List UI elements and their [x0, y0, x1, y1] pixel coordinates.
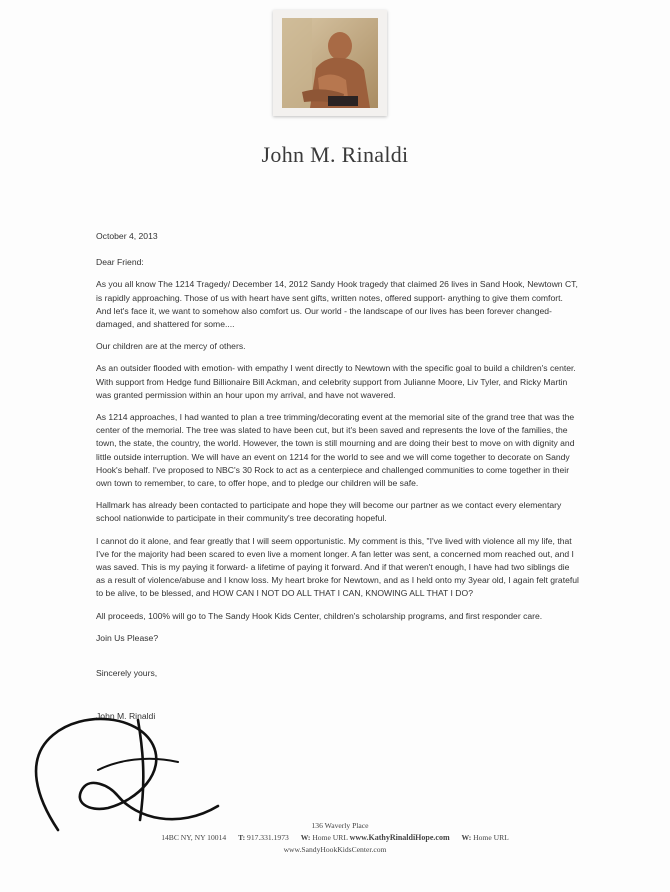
footer-street: 136 Waverly Place: [311, 821, 369, 830]
letter-paragraph: All proceeds, 100% will go to The Sandy Hook Kids Center, children's scholarship programs, and first responder care.: [96, 610, 543, 621]
portrait-photo: [282, 18, 378, 108]
sign-off: Sincerely yours,: [96, 668, 158, 679]
footer-second-site[interactable]: www.SandyHookKidsCenter.com: [283, 845, 387, 854]
letter-paragraph: I cannot do it alone, and fear greatly that I will seem opportunistic. My comment is this, "I've lived with violence all my life, that I've for the majority had been scared to even live a moment longer. A fan letter was sent, a concerned mom reached out, and I was saved. This is my paying it forward- a lifetime of paying it forward. And if that weren't enough, I have had two siblings die as a result of violence/abuse and I know loss. My heart broke for Newtown, and as I held onto my 3year old, I again felt grateful to be alive, to be blessed, and HOW CAN I NOT DO ALL THAT I CAN, KNOWING ALL THAT I DO?: [96, 535, 579, 599]
letter-paragraph: Hallmark has already been contacted to participate and hope they will become our partner as we contact every elementary school nationwide to participate in their community's tree decorating hopeful.: [96, 500, 562, 524]
footer-unit-city: 14BC NY, NY 10014: [161, 833, 227, 842]
footer-contact-row: [0, 832, 670, 844]
letter-paragraph: As you all know The 1214 Tragedy/ December 14, 2012 Sandy Hook tragedy that claimed 26 lives in Sand Hook, Newtown CT, is rapidly approaching. Those of us with heart have sent gifts, written notes, offered support- anything to give them comfort. And let's face it, we want to somehow also comfort us. Our world - the landscape of our lives has been forever changed- damaged, and shattered for some....: [96, 279, 578, 330]
letter-date: October 4, 2013: [96, 231, 158, 241]
footer-home-url-2[interactable]: W: Home URL: [461, 833, 509, 842]
footer-phone: T: 917.331.1973: [238, 833, 289, 842]
letterhead-name: John M. Rinaldi: [261, 142, 409, 167]
letter-body: [96, 230, 580, 745]
handwritten-signature: [28, 700, 228, 840]
letter-paragraph: Our children are at the mercy of others.: [96, 341, 246, 352]
footer-home-url[interactable]: W: Home URL www.KathyRinaldiHope.com: [300, 833, 450, 842]
portrait-photo-frame: [273, 10, 387, 116]
letter-greeting: Dear Friend:: [96, 257, 144, 268]
letter-footer: [0, 820, 670, 856]
signer-name: John M. Rinaldi: [96, 711, 156, 722]
closing-question: Join Us Please?: [96, 632, 159, 643]
letter-paragraph: As an outsider flooded with emotion- with empathy I went directly to Newtown with the specific goal to build a children's center. With support from Hedge fund Billionaire Bill Ackman, and celebrity support from Julianne Moore, Liv Tyler, and Ricky Martin was granted permission within an hour upon my arrival, and have not wavered.: [96, 363, 576, 400]
letter-paragraph: As 1214 approaches, I had wanted to plan a tree trimming/decorating event at the memorial site of the grand tree that was the center of the memorial. The tree was slated to have been cut, but it's been saved and represents the love of the families, the town, the state, the country, the world. However, the town is still mourning and are doing their best to move on with dignity and little outside interruption. We will have an event on 1214 for the world to see and we will come together to decorate on Sandy Hook's behalf. I've proposed to NBC's 30 Rock to act as a centerpiece and challenged communities to come together in their own town to remember, to care, to offer hope, and to pledge our children will be safe.: [96, 412, 575, 489]
